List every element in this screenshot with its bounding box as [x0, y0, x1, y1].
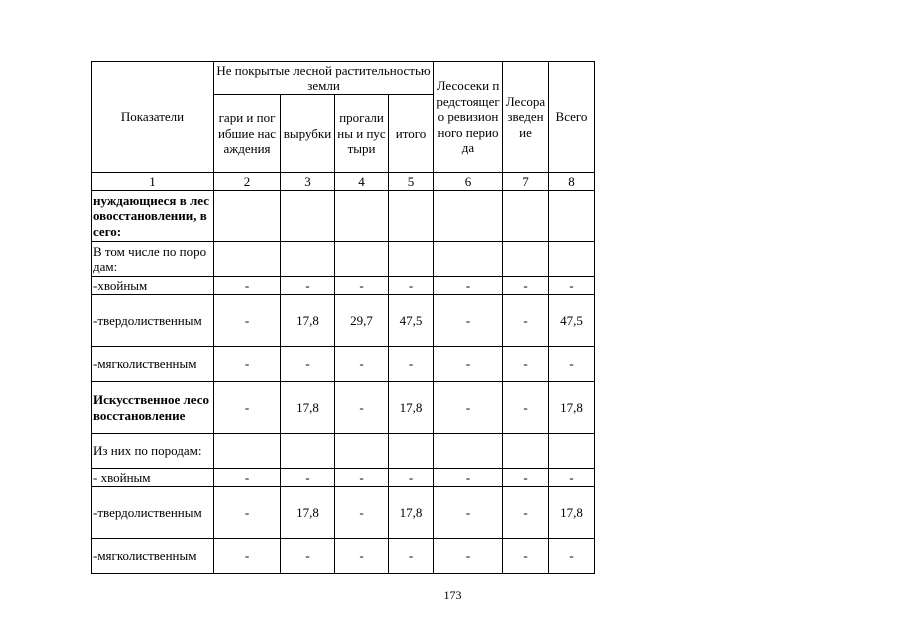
table-cell: - — [503, 382, 549, 434]
column-number: 1 — [92, 173, 214, 191]
table-cell — [281, 242, 335, 277]
table-cell: 17,8 — [281, 487, 335, 539]
table-cell: - — [389, 539, 434, 574]
reforestation-table — [91, 61, 595, 574]
table-row — [92, 382, 595, 434]
table-cell: - — [503, 487, 549, 539]
table-cell: - — [281, 469, 335, 487]
table-cell: 47,5 — [549, 295, 595, 347]
table-cell: - — [549, 539, 595, 574]
table-cell: - — [214, 277, 281, 295]
table-cell: - — [503, 277, 549, 295]
table-cell: - — [434, 347, 503, 382]
table-cell — [214, 191, 281, 242]
column-number: 4 — [335, 173, 389, 191]
table-cell: - — [281, 277, 335, 295]
table-cell: - — [281, 539, 335, 574]
table-cell — [214, 434, 281, 469]
table-cell — [434, 191, 503, 242]
table-cell: - — [335, 539, 389, 574]
table-cell: - — [389, 469, 434, 487]
table-cell: - — [503, 347, 549, 382]
table-cell: 17,8 — [549, 382, 595, 434]
table-cell: - — [214, 382, 281, 434]
row-label: -мягколиственным — [92, 347, 214, 382]
table-cell: - — [335, 382, 389, 434]
column-number: 2 — [214, 173, 281, 191]
header-subtotal: итого — [389, 95, 434, 173]
table-cell: 47,5 — [389, 295, 434, 347]
row-label: В том числе по породам: — [92, 242, 214, 277]
table-cell — [281, 434, 335, 469]
table-row — [92, 347, 595, 382]
table-cell: - — [335, 487, 389, 539]
table-cell: - — [214, 469, 281, 487]
table-cell — [549, 434, 595, 469]
table-row — [92, 277, 595, 295]
table-row — [92, 469, 595, 487]
column-number-row — [92, 173, 595, 191]
table-cell — [389, 434, 434, 469]
table-row — [92, 295, 595, 347]
table-cell — [434, 434, 503, 469]
row-label: нуждающиеся в лесовосстановлении, всего: — [92, 191, 214, 242]
table-cell: - — [214, 487, 281, 539]
table-cell: - — [434, 487, 503, 539]
table-cell: 17,8 — [281, 382, 335, 434]
row-label: -твердолиственным — [92, 487, 214, 539]
table-cell: - — [434, 295, 503, 347]
header-indicators: Показатели — [92, 62, 214, 173]
column-number: 5 — [389, 173, 434, 191]
table-cell: - — [549, 347, 595, 382]
table-cell: - — [503, 469, 549, 487]
table-cell: 17,8 — [549, 487, 595, 539]
table-cell: - — [389, 277, 434, 295]
table-cell: 17,8 — [389, 382, 434, 434]
column-number: 6 — [434, 173, 503, 191]
header-burnt-areas: гари и погибшие насаждения — [214, 95, 281, 173]
table-cell: - — [434, 382, 503, 434]
column-number: 3 — [281, 173, 335, 191]
row-label: -твердолиственным — [92, 295, 214, 347]
header-glades-wastelands: прогалины и пустыри — [335, 95, 389, 173]
table-cell — [281, 191, 335, 242]
table-cell — [335, 434, 389, 469]
table-cell: - — [549, 469, 595, 487]
table-cell: - — [335, 347, 389, 382]
header-afforestation: Лесоразведение — [503, 62, 549, 173]
table-row — [92, 191, 595, 242]
table-cell: - — [335, 469, 389, 487]
table-row — [92, 539, 595, 574]
header-total: Всего — [549, 62, 595, 173]
page-number: 173 — [443, 588, 462, 602]
row-label: -мягколиственным — [92, 539, 214, 574]
table-cell: - — [281, 347, 335, 382]
table-cell: - — [214, 539, 281, 574]
table-row — [92, 434, 595, 469]
table-cell: - — [389, 347, 434, 382]
table-cell: - — [434, 469, 503, 487]
column-number: 8 — [549, 173, 595, 191]
table-cell: 17,8 — [281, 295, 335, 347]
table-cell: - — [434, 277, 503, 295]
table-cell: 29,7 — [335, 295, 389, 347]
table-cell: - — [549, 277, 595, 295]
table-cell — [549, 242, 595, 277]
table-cell: - — [503, 295, 549, 347]
row-label: -хвойным — [92, 277, 214, 295]
header-clearings: вырубки — [281, 95, 335, 173]
table-cell — [214, 242, 281, 277]
header-uncovered-lands: Не покрытые лесной растительностью земли — [214, 62, 434, 95]
table-cell: - — [335, 277, 389, 295]
table-row — [92, 487, 595, 539]
header-cutting-areas: Лесосеки предстоящего ревизионного периода — [434, 62, 503, 173]
row-label: - хвойным — [92, 469, 214, 487]
table-cell — [389, 191, 434, 242]
table-cell — [503, 191, 549, 242]
table-cell: 17,8 — [389, 487, 434, 539]
table-cell: - — [214, 295, 281, 347]
table-row — [92, 242, 595, 277]
row-label: Искусственное лесовосстановление — [92, 382, 214, 434]
table-cell — [549, 191, 595, 242]
column-number: 7 — [503, 173, 549, 191]
table-cell — [389, 242, 434, 277]
table-cell: - — [503, 539, 549, 574]
table-cell — [335, 191, 389, 242]
table-cell — [434, 242, 503, 277]
table-cell: - — [214, 347, 281, 382]
table-cell: - — [434, 539, 503, 574]
table-cell — [503, 242, 549, 277]
table-cell — [335, 242, 389, 277]
row-label: Из них по породам: — [92, 434, 214, 469]
table-cell — [503, 434, 549, 469]
